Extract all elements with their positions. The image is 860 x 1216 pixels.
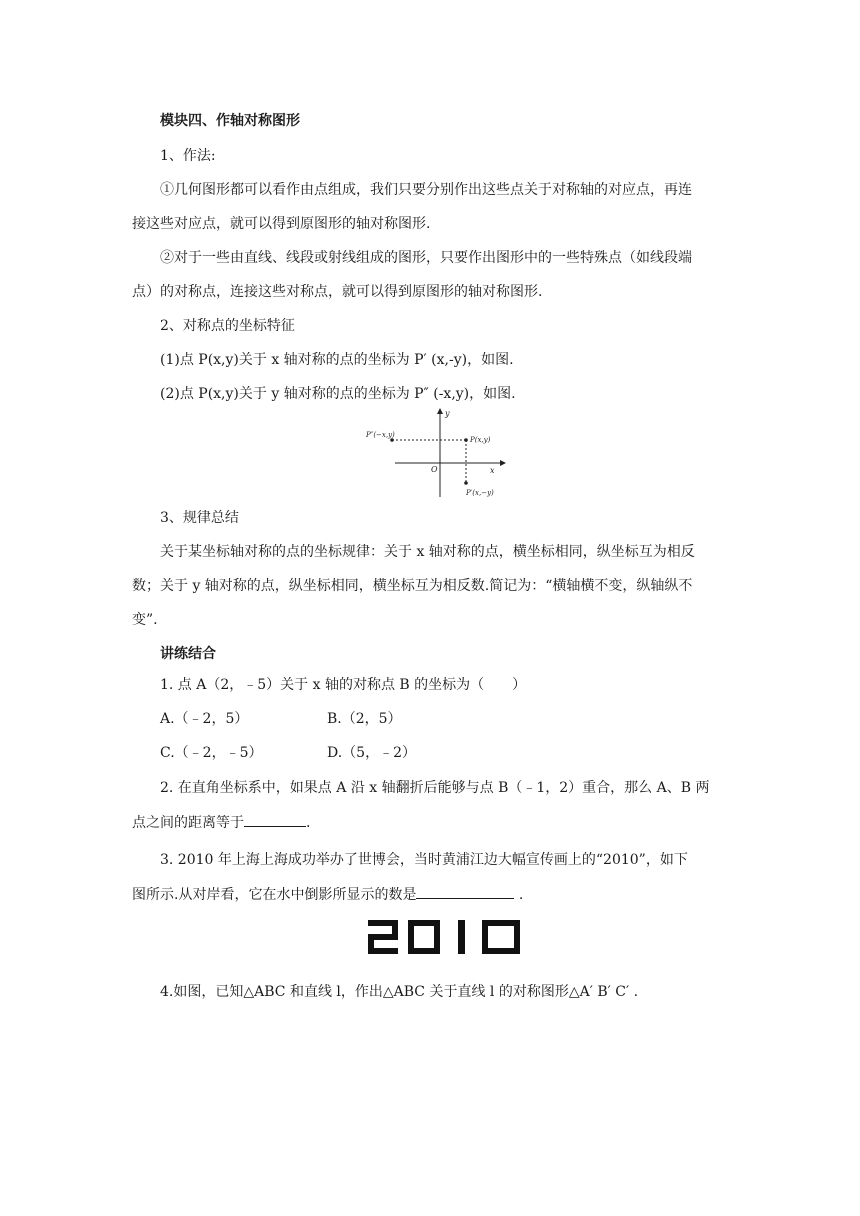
question-3-line-2 [132,884,523,905]
module-title: 模块四、作轴对称图形 [160,113,300,129]
method-heading: 1、作法: [160,148,216,164]
label-o: O [431,465,438,474]
method-paragraph-2-line-1: ②对于一些由直线、线段或射线组成的图形，只要作出图形中的一些特殊点（如线段端 [160,250,692,266]
question-1-option-d: D.（5，﹣2） [327,745,416,761]
label-y: y [445,409,450,418]
question-1-option-c: C.（﹣2，﹣5） [160,745,263,761]
label-p-double-prime: P″(−x,y) [366,431,395,439]
question-2-line-1: 2. 在直角坐标系中，如果点 A 沿 x 轴翻折后能够与点 B（﹣1，2）重合，那么 A、B 两 [160,780,710,796]
summary-line-2: 数；关于 y 轴对称的点，纵坐标相同，横坐标互为相反数.简记为：“横轴横不变，纵轴纵不 [132,578,693,594]
label-x: x [490,466,495,475]
question-1-option-b: B.（2，5） [327,711,402,727]
question-2-line-2-text: 点之间的距离等于 [132,815,244,831]
digit-1 [458,920,465,954]
digit-0b-right [514,920,520,954]
number-2010-image [366,918,524,956]
question-1-stem: 1. 点 A（2，﹣5）关于 x 轴的对称点 B 的坐标为（ ） [160,677,527,693]
question-3-line-1: 3. 2010 年上海上海成功举办了世博会，当时黄浦江边大幅宣传画上的“2010”，如下 [160,852,688,868]
point-p [464,438,468,442]
coordinate-diagram [360,405,520,500]
digit-0a-left [408,920,414,954]
answer-blank-q2[interactable] [244,812,306,827]
digit-0a-right [434,920,440,954]
summary-heading: 3、规律总结 [160,510,239,526]
x-axis-arrow [500,460,506,466]
coord-heading: 2、对称点的坐标特征 [160,318,295,334]
y-axis-arrow [437,408,443,414]
summary-line-3: 变”. [132,612,158,628]
question-3-line-2-suffix: . [514,887,524,903]
answer-blank-q3[interactable] [416,884,514,899]
question-2-line-2 [132,812,310,833]
digit-2-bottom [368,948,398,954]
digit-0b-left [482,920,488,954]
label-p-prime: P′(x,−y) [466,489,494,497]
method-paragraph-2-line-2: 点）的对称点，连接这些对称点，就可以得到原图形的轴对称图形. [132,284,543,300]
label-p: P(x,y) [470,436,491,444]
question-4: 4.如图，已知△ABC 和直线 l，作出△ABC 关于直线 l 的对称图形△A′ B′ C′ . [160,984,639,1000]
question-1-option-a: A.（﹣2，5） [160,711,249,727]
method-paragraph-1-line-2: 接这些对应点，就可以得到原图形的轴对称图形. [132,216,431,232]
summary-line-1: 关于某坐标轴对称的点的坐标规律：关于 x 轴对称的点，横坐标相同，纵坐标互为相反 [160,544,695,560]
coord-item-2: (2)点 P(x,y)关于 y 轴对称的点的坐标为 P″ (-x,y)，如图. [160,386,516,402]
question-2-line-2-suffix: . [306,815,311,831]
coord-item-1: (1)点 P(x,y)关于 x 轴对称的点的坐标为 P′ (x,-y)，如图. [160,352,514,368]
practice-heading: 讲练结合 [160,646,216,662]
method-paragraph-1-line-1: ①几何图形都可以看作由点组成，我们只要分别作出这些点关于对称轴的对应点，再连 [160,182,692,198]
point-p1 [464,481,468,485]
question-3-line-2-text: 图所示.从对岸看，它在水中倒影所显示的数是 [132,887,417,903]
